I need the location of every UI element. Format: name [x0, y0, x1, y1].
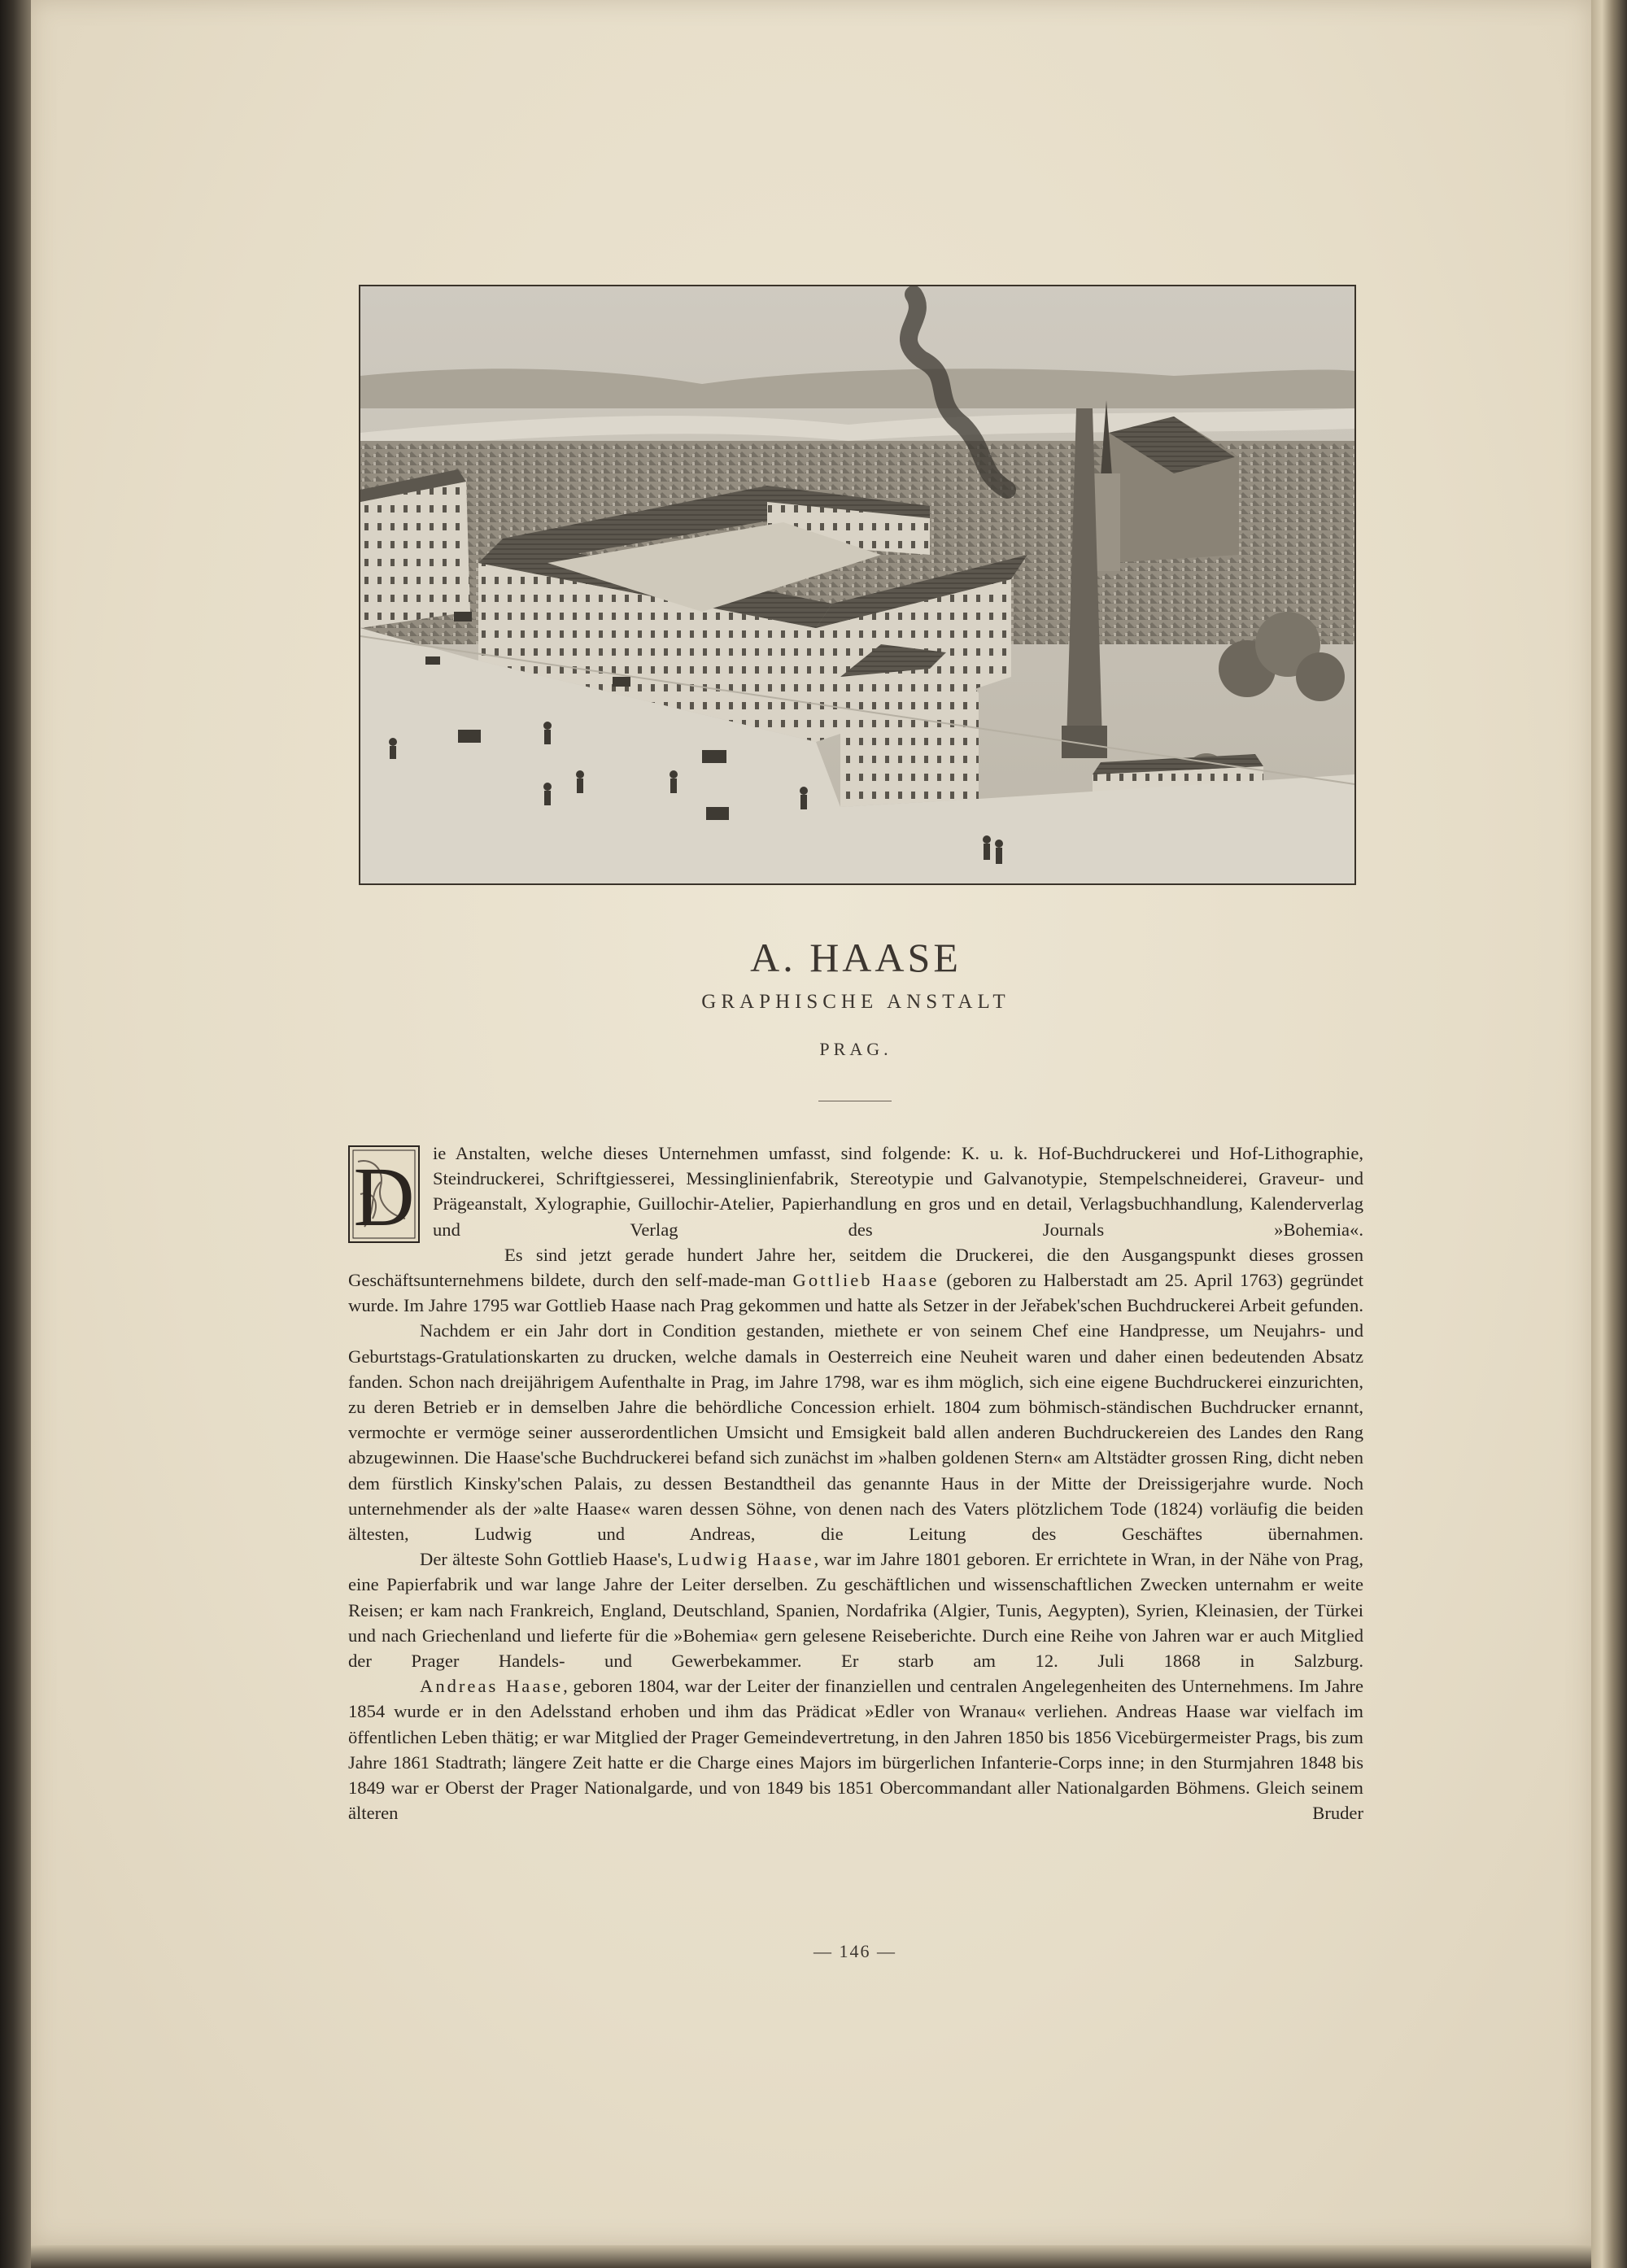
paragraph-2: [348, 1242, 1363, 1319]
founder-name: Gottlieb Haase: [792, 1270, 940, 1291]
drop-cap-letter: D: [353, 1150, 415, 1243]
factory-engraving-illustration: [359, 285, 1356, 885]
page-number: — 146 —: [814, 1941, 896, 1961]
paragraph-4: [348, 1546, 1363, 1673]
paragraph-1: ie Anstalten, welche dieses Unternehmen umfasst, sind folgende: K. u. k. Hof-Buchdruckerei und Hof-Lithographie, Steindruckerei, Schriftgiesserei, Messinglinienfabrik, Stereotypie und Galvanotypie, Stempelschneiderei, Graveur- und Prägeanstalt, Xylographie, Guillochir-Atelier, Papierhandlung en gros und en detail, Verlagsbuchhandlung, Kalenderverlag und Verlag des Journals »Bohemia«.: [433, 1143, 1363, 1240]
paragraph-5-rest: , geboren 1804, war der Leiter der finanziellen und centralen Angelegenheiten des Unternehmens. Im Jahre 1854 wurde er in den Adelsstand erhoben und ihm das Prädicat »Edler von Wranau« verliehen. Andreas Haase war vielfach im öffentlichen Leben thätig; er war Mitglied der Prager Gemeindevertretung, in den Jahren 1850 bis 1856 Vicebürgermeister Prags, bis zum Jahre 1861 Stadtrath; längere Zeit hatte er die Charge eines Majors im bürgerlichen Infanterie-Corps inne; in den Sturmjahren 1848 bis 1849 war er Oberst der Prager Nationalgarde, und von 1849 bis 1851 Obercommandant aller Nationalgarden Böhmens. Gleich seinem älteren Bruder: [348, 1676, 1363, 1824]
paragraph-5: [348, 1673, 1363, 1825]
paragraph-4-rest: , war im Jahre 1801 geboren. Er errichtete in Wran, in der Nähe von Prag, eine Papierfabrik und war lange Jahre der Leiter derselben. Zu geschäftlichen und wissenschaftlichen Zwecken unternahm er weite Reisen; er kam nach Frankreich, England, Deutschland, Spanien, Nordafrika (Algier, Tunis, Aegypten), Syrien, Kleinasien, der Türkei und nach Griechenland und lieferte für die »Bohemia« gern gelesene Reiseberichte. Durch eine Reihe von Jahren war er auch Mitglied der Prager Handels- und Gewerbekammer. Er starb am 12. Juli 1868 in Salzburg.: [348, 1549, 1363, 1672]
andreas-name: Andreas Haase: [420, 1676, 564, 1697]
page-edge-right: [1591, 0, 1627, 2268]
paragraph-3: Nachdem er ein Jahr dort in Condition gestanden, miethete er von seinem Chef eine Handpresse, um Neujahrs- und Geburtstags-Gratulationskarten zu drucken, welche damals in Oesterreich eine Neuheit waren und daher einen bedeutenden Absatz fanden. Schon nach dreijährigem Aufenthalte in Prag, im Jahre 1798, war es ihm möglich, sich eine eigene Buchdruckerei einzurichten, zu deren Betrieb er in demselben Jahre die behördliche Concession erhielt. 1804 zum böhmisch-ständischen Buchdrucker ernannt, vermochte er vermöge seiner ausserordentlichen Umsicht und Emsigkeit bald allen anderen Buchdruckereien des Landes den Rang abzugewinnen. Die Haase'sche Buchdruckerei befand sich zunächst im »halben goldenen Stern« am Altstädter grossen Ring, dicht neben dem fürstlich Kinsky'schen Palais, zu dessen Bestandtheil das genannte Haus in der Mitte der Dreissigerjahre wurde. Noch unternehmender als der »alte Haase« waren dessen Söhne, von denen nach des Vaters plötzlichem Tode (1824) vorläufig die beiden ältesten, Ludwig und Andreas, die Leitung des Geschäftes übernahmen.: [348, 1320, 1363, 1545]
ludwig-name: Ludwig Haase: [677, 1549, 814, 1570]
city-label: PRAG.: [819, 1039, 892, 1059]
paragraph-4-start: Der älteste Sohn Gottlieb Haase's,: [420, 1549, 678, 1570]
page-edge-bottom: [31, 2245, 1591, 2268]
book-spine-shadow: [0, 0, 33, 2268]
paragraph-2-start: Es sind jetzt gerade hundert Jahre her, seitdem die Druckerei, die den Ausgangspunkt dieses grossen Geschäftsunternehmens bildete, durch den self-made-man: [348, 1244, 1363, 1291]
article-body: [348, 1141, 1363, 1825]
page-title: A. HAASE: [750, 935, 962, 980]
paragraph-2-rest: (geboren zu Halberstadt am 25. April 1763) gegründet wurde. Im Jahre 1795 war Gottlieb Haase nach Prag gekommen und hatte als Setzer in der Jeřabek'schen Buchdruckerei Arbeit gefunden.: [348, 1270, 1364, 1316]
ornamental-initial-d-icon: [348, 1145, 420, 1243]
page-subtitle: GRAPHISCHE ANSTALT: [701, 991, 1010, 1013]
